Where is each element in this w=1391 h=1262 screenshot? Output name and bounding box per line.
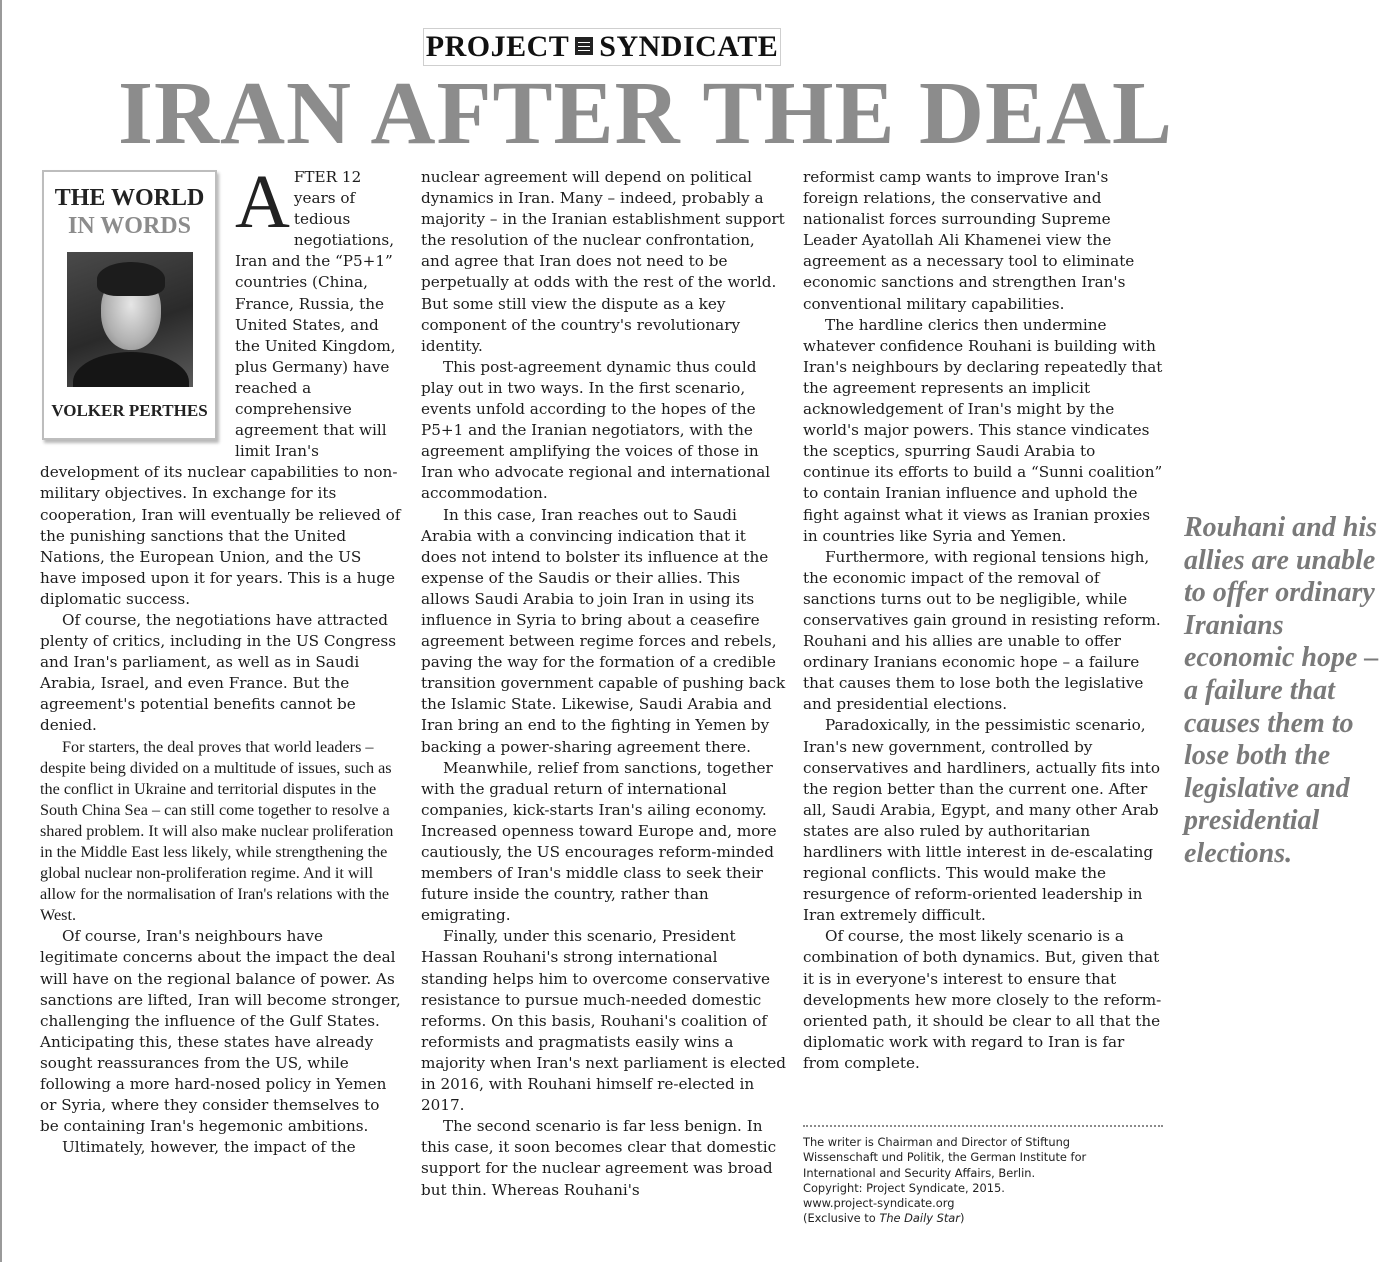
article-paragraph: Ultimately, however, the impact of the — [62, 1138, 356, 1157]
author-name: VOLKER PERTHES — [51, 401, 208, 420]
pull-quote-line: Rouhani and his — [1184, 512, 1377, 543]
column-subtitle: IN WORDS — [68, 213, 191, 239]
page-edge-rule — [0, 0, 2, 1262]
newspaper-name: The Daily Star — [879, 1211, 960, 1226]
pull-quote-line: a failure that — [1184, 674, 1335, 706]
exclusive-note — [803, 1211, 1163, 1226]
column-title: THE WORLD — [54, 185, 205, 211]
article-column-3 — [803, 167, 1165, 1074]
article-column-1 — [40, 160, 402, 1158]
syndicate-logo-icon — [575, 37, 593, 55]
masthead-project: PROJECT — [425, 30, 570, 63]
pull-quote-line: lose both the — [1184, 740, 1331, 772]
article-paragraph: Meanwhile, relief from sanctions, together with the gradual return of international companies, kick-starts Iran's ailing economy. Increased openness toward Europe and, more cautiously, the US encourages reform-minded members of Iran's middle class to seek their future inside the country, rather than emigrating. — [421, 758, 777, 925]
article-paragraph: Of course, the most likely scenario is a combination of both dynamics. But, given that it is in everyone's interest to ensure that developments hew more closely to the reform-oriented path, it should be clear to all that the diplomatic work with regard to Iran is far from complete. — [803, 927, 1162, 1072]
article-paragraph: Of course, Iran's neighbours have legitimate concerns about the impact the deal will have on the regional balance of power. As sanctions are lifted, Iran will become stronger, challenging the influence of the Gulf States. Anticipating this, these states have already sought reassurances from the US, while following a more hard-nosed policy in Yemen or Syria, where they consider themselves to be containing Iran's hegemonic ambitions. — [40, 927, 401, 1136]
article-paragraph: In this case, Iran reaches out to Saudi Arabia with a convincing indication that it does not intend to bolster its influence at the expense of the Saudis or their allies. This allows Saudi Arabia to join Iran in using its influence in Syria to bring about a ceasefire agreement between regime forces and rebels, paving the way for the formation of a credible transition government capable of pushing back the Islamic State. Likewise, Saudi Arabia and Iran bring an end to the fighting in Yemen by backing a power-sharing agreement there. — [421, 505, 786, 756]
pull-quote-line: economic hope – — [1184, 642, 1379, 674]
masthead — [423, 28, 781, 66]
article-paragraph: This post-agreement dynamic thus could play out in two ways. In the first scenario, events unfold according to the hopes of the P5+1 and the Iranian negotiators, with the agreement amplifying the voices of those in Iran who advocate regional and international accommodation. — [421, 357, 771, 503]
pull-quote-line: legislative and — [1184, 772, 1350, 804]
article-paragraph: FTER 12 years of tedious negotiations, Iran and the “P5+1” countries (China, France, Russia, the United States, and the United Kingdom, plus Germany) have reached a comprehensive agreement that will limit Iran's development of its nuclear capabilities to non-military objectives. In exchange for its cooperation, Iran will eventually be relieved of the punishing sanctions that the United Nations, the European Union, and the US have imposed upon it for years. This is a huge diplomatic success. — [40, 168, 401, 608]
article-paragraph: Of course, the negotiations have attracted plenty of critics, including in the US Congress and Iran's parliament, as well as in Saudi Arabia, Israel, and even France. But the agreement's potential benefits cannot be denied. — [40, 610, 396, 735]
pull-quote-line: to offer ordinary — [1184, 577, 1375, 609]
drop-cap: A — [235, 160, 290, 244]
pull-quote-line: allies are unable — [1184, 544, 1376, 576]
author-footnote — [803, 1135, 1163, 1227]
headline: IRAN AFTER THE DEAL — [118, 64, 1174, 163]
footnote-line: The writer is Chairman and Director of Stiftung — [803, 1135, 1071, 1149]
exclusive-suffix: ) — [959, 1211, 965, 1226]
footnote-line: Copyright: Project Syndicate, 2015. — [803, 1180, 1005, 1195]
footnote-line: International and Security Affairs, Berlin. — [803, 1165, 1036, 1180]
article-paragraph: The hardline clerics then undermine whatever confidence Rouhani is building with Iran's neighbours by declaring repeatedly that the agreement represents an implicit acknowledgement of Iran's might by the world's major powers. This stance vindicates the sceptics, spurring Saudi Arabia to continue its efforts to build a “Sunni coalition” to contain Iranian influence and uphold the fight against what it views as Iranian proxies in countries like Syria and Yemen. — [803, 315, 1163, 545]
masthead-syndicate: SYNDICATE — [599, 30, 779, 63]
pull-quote-line: causes them to — [1184, 707, 1354, 739]
article-paragraph: The second scenario is far less benign. In this case, it soon becomes clear that domestic support for the nuclear agreement was broad but thin. Whereas Rouhani's — [421, 1117, 777, 1199]
article-column-2 — [421, 167, 786, 1201]
pull-quote-line: Iranians — [1184, 609, 1284, 641]
footnote-url: www.project-syndicate.org — [803, 1196, 955, 1211]
footer-divider — [803, 1125, 1163, 1127]
article-paragraph: Furthermore, with regional tensions high, the economic impact of the removal of sanctions turns out to be negligible, while conservatives gain ground in resisting reform. Rouhani and his allies are unable to offer ordinary Iranians economic hope – a failure that causes them to lose both the legislative and presidential elections. — [803, 547, 1161, 714]
pull-quote — [1184, 512, 1388, 871]
article-paragraph: Finally, under this scenario, President Hassan Rouhani's strong international standing helps him to overcome conservative resistance to pursue much-needed domestic reforms. On this basis, Rouhani's coalition of reformists and pragmatists easily wins a majority when Iran's next parliament is elected in 2016, with Rouhani himself re-elected in 2017. — [421, 927, 787, 1115]
article-paragraph: reformist camp wants to improve Iran's foreign relations, the conservative and nationalist forces surrounding Supreme Leader Ayatollah Ali Khamenei view the agreement as a necessary tool to eliminate economic sanctions and strengthen Iran's conventional military capabilities. — [803, 168, 1135, 313]
article-paragraph: Paradoxically, in the pessimistic scenario, Iran's new government, controlled by conservatives and hardliners, actually fits into the region better than the current one. After all, Saudi Arabia, Egypt, and many other Arab states are also ruled by authoritarian hardliners with little interest in de-escalating regional conflicts. This would make the resurgence of reform-oriented leadership in Iran extremely difficult. — [803, 716, 1161, 925]
article-paragraph: For starters, the deal proves that world leaders – despite being divided on a multitude of issues, such as the conflict in Ukraine and territorial disputes in the South China Sea – can still come together to resolve a shared problem. It will also make nuclear proliferation in the Middle East less likely, while strengthening the global nuclear non-proliferation regime. And it will allow for the normalisation of Iran's relations with the West. — [40, 737, 394, 925]
footnote-line: Wissenschaft und Politik, the German Institute for — [803, 1150, 1087, 1165]
pull-quote-line: presidential — [1184, 805, 1320, 837]
article-paragraph: nuclear agreement will depend on political dynamics in Iran. Many – indeed, probably a majority – in the Iranian establishment support the resolution of the nuclear confrontation, and agree that Iran does not need to be perpetually at odds with the rest of the world. But some still view the dispute as a key component of the country's revolutionary identity. — [421, 168, 785, 355]
pull-quote-line: elections. — [1184, 837, 1293, 869]
exclusive-prefix: (Exclusive to — [803, 1211, 880, 1226]
